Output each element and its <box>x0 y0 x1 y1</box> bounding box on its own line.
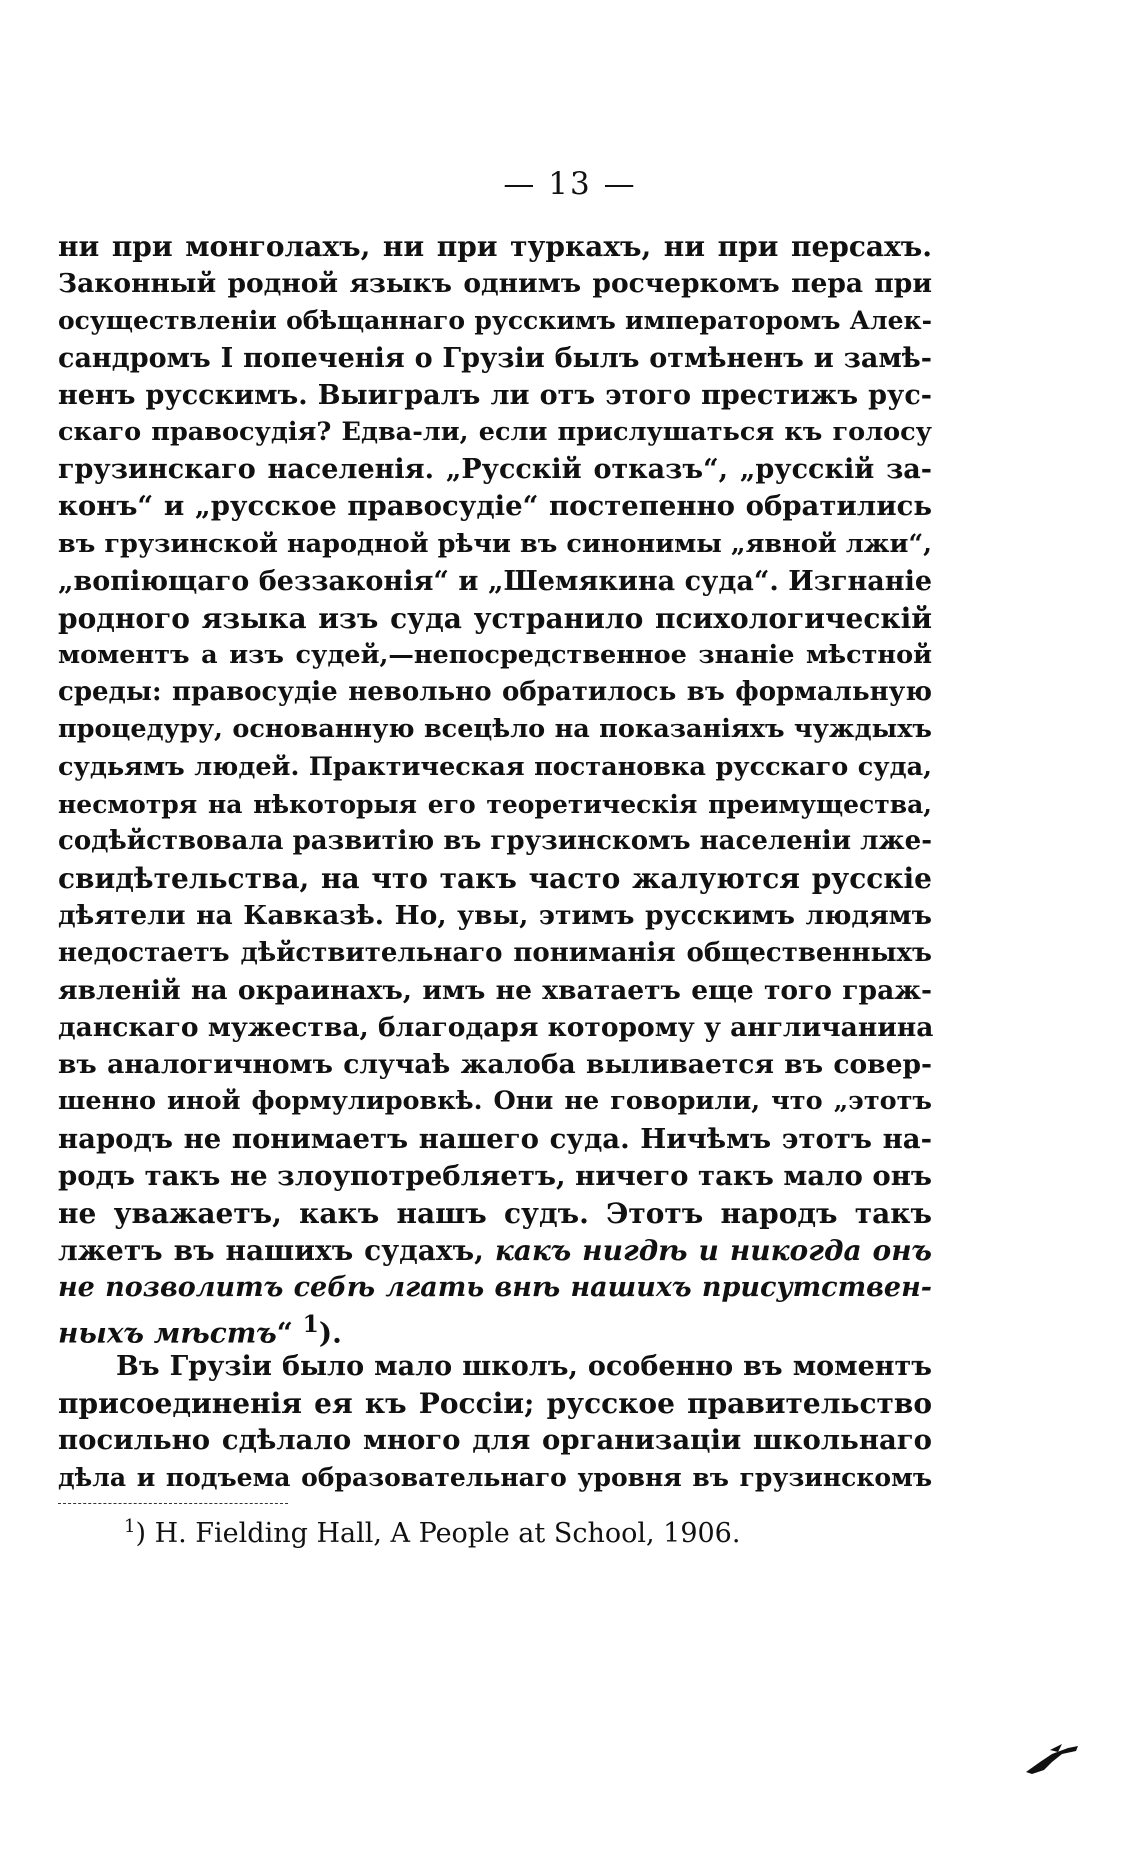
text-line: содѣйствовала развитію въ грузинскомъ населеніи лже- <box>58 826 932 856</box>
footnote-marker-paren: ) <box>135 1518 146 1549</box>
text-line: въ аналогичномъ случаѣ жалоба выливается въ совер- <box>58 1049 932 1081</box>
printer-mark-icon <box>1022 1732 1082 1776</box>
plain-text: лжетъ въ нашихъ судахъ, <box>58 1234 484 1268</box>
text-line: конъ“ и „русское правосудіе“ постепенно обратились <box>58 490 932 523</box>
text-line: процедуру, основанную всецѣло на показаніяхъ чуждыхъ <box>58 714 932 745</box>
text-line <box>58 1306 932 1350</box>
text-line: осуществленіи обѣщаннаго русскимъ императоромъ Алек- <box>58 306 932 336</box>
paragraph-2 <box>58 1348 932 1497</box>
sentence-end: ). <box>318 1316 342 1350</box>
text-line <box>58 1232 932 1269</box>
text-line: несмотря на нѣкоторыя его теоретическія преимущества, <box>58 789 932 819</box>
text-line: явленій на окраинахъ, имъ не хватаетъ еще того граж- <box>58 974 932 1006</box>
text-line: грузинскаго населенія. „Русскій отказъ“, „русскій за- <box>58 454 932 486</box>
text-line: дѣятели на Кавказѣ. Но, увы, этимъ русскимъ людямъ <box>58 900 932 932</box>
closing-quote: “ <box>276 1316 293 1350</box>
text-line: ненъ русскимъ. Выигралъ ли отъ этого престижъ рус- <box>58 379 932 411</box>
text-line: ни при монголахъ, ни при туркахъ, ни при персахъ. <box>58 230 932 263</box>
paragraph-1 <box>58 228 934 1350</box>
text-line: недостаетъ дѣйствительнаго пониманія общественныхъ <box>58 937 932 968</box>
text-line: присоединенія ея къ Россіи; русское правительство <box>58 1386 932 1420</box>
text-line: не уважаетъ, какъ нашъ судъ. Этотъ народъ такъ <box>58 1196 932 1230</box>
text-line: моментъ а изъ судей,—непосредственное знаніе мѣстной <box>58 640 932 671</box>
body-text <box>58 228 932 1496</box>
text-line: данскаго мужества, благодаря которому у англичанина <box>58 1011 934 1043</box>
text-line: среды: правосудіе невольно обратилось въ формальную <box>58 677 932 708</box>
text-line-italic: не позволитъ себѣ лгать внѣ нашихъ присутствен- <box>58 1272 932 1304</box>
text-line: судьямъ людей. Практическая постановка русскаго суда, <box>58 751 932 782</box>
text-line: Въ Грузіи было мало школъ, особенно въ моментъ <box>116 1350 932 1382</box>
text-line: родного языка изъ суда устранило психологическій <box>58 601 932 635</box>
text-line: народъ не понимаетъ нашего суда. Ничѣмъ этотъ на- <box>58 1122 932 1155</box>
footnote-text: H. Fielding Hall, A People at School, 1906. <box>154 1518 741 1549</box>
text-line: свидѣтельства, на что такъ часто жалуются русскіе <box>58 862 932 896</box>
text-line: дѣла и подъема образовательнаго уровня въ грузинскомъ <box>58 1463 932 1493</box>
text-line: въ грузинской народной рѣчи въ синонимы „явной лжи“, <box>58 528 932 559</box>
text-line: сандромъ I попеченія о Грузіи былъ отмѣненъ и замѣ- <box>58 342 932 374</box>
italic-text: ныхъ мѣстъ <box>58 1316 277 1350</box>
text-line: шенно иной формулировкѣ. Они не говорили, что „этотъ <box>58 1086 932 1117</box>
footnote <box>124 1516 740 1549</box>
text-line: родъ такъ не злоупотребляетъ, ничего такъ мало онъ <box>58 1159 932 1192</box>
text-line: посильно сдѣлало много для организаціи школьнаго <box>58 1424 932 1456</box>
text-line: „вопіющаго беззаконія“ и „Шемякина суда“. Изгнаніе <box>58 565 932 597</box>
page-number: — 13 — <box>503 166 637 202</box>
footnote-ref: 1 <box>302 1310 319 1339</box>
text-line: Законный родной языкъ однимъ росчеркомъ пера при <box>58 268 932 300</box>
footnote-divider <box>58 1503 288 1504</box>
footnote-marker: 1 <box>124 1516 136 1537</box>
text-line: скаго правосудія? Едва-ли, если прислушаться къ голосу <box>58 416 932 447</box>
italic-text: какъ нигдѣ и никогда онъ <box>494 1234 932 1268</box>
